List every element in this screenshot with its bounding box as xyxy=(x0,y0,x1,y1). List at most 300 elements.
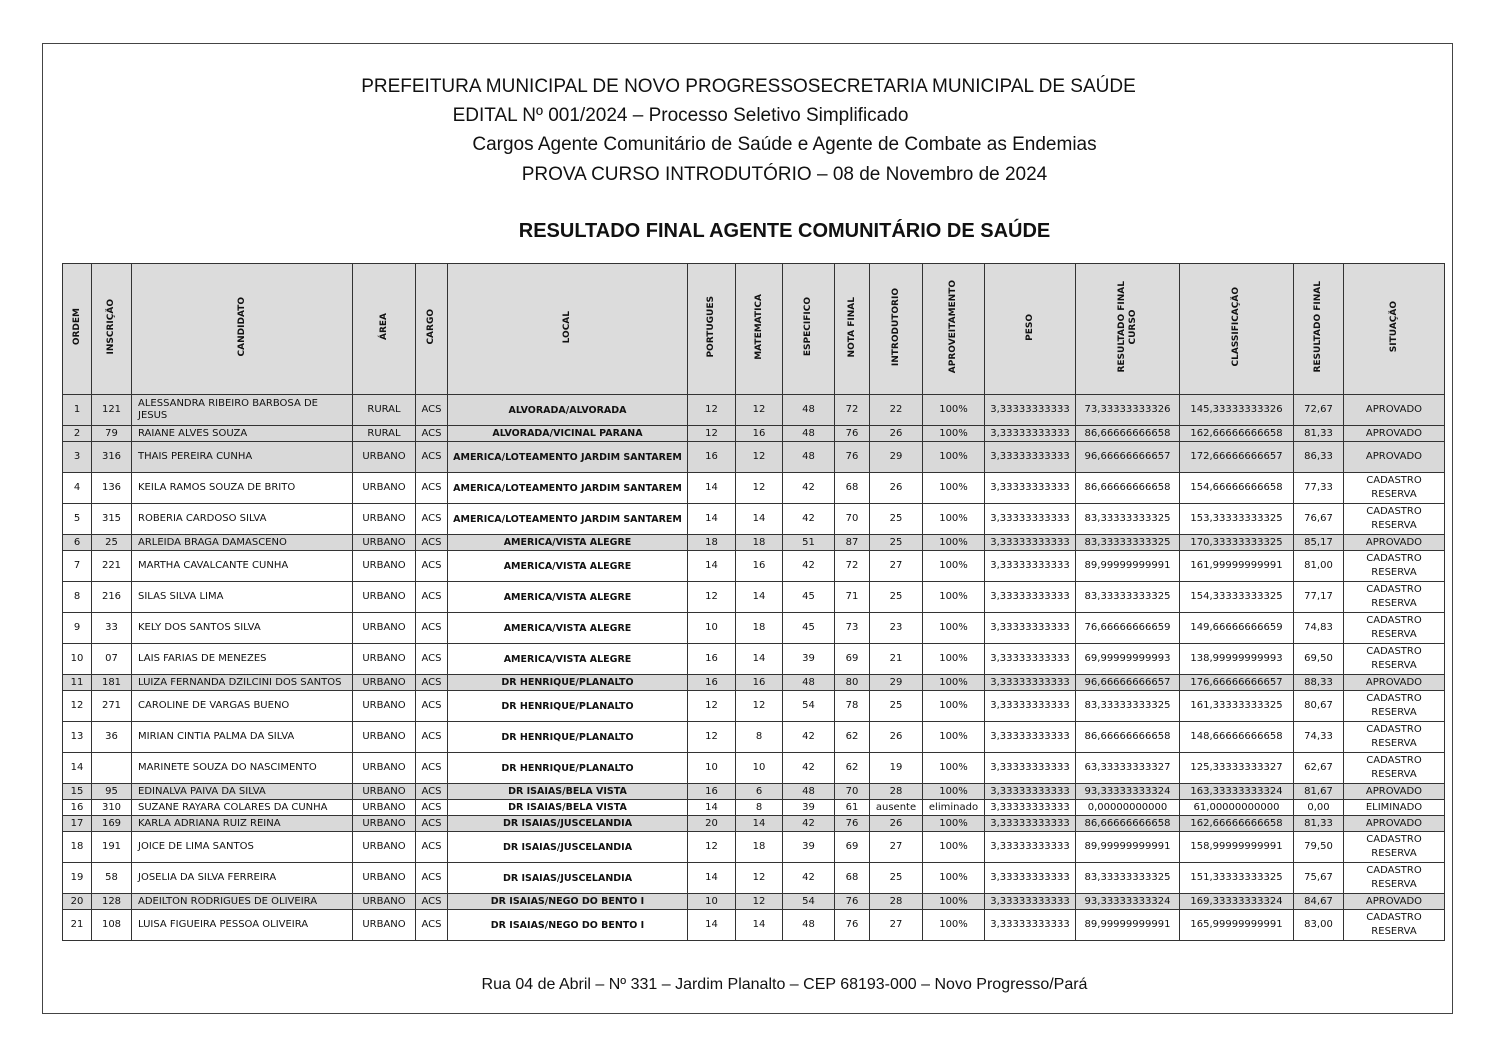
cell-situacao: APROVADO xyxy=(1344,395,1445,426)
cell-candidato: LAIS FARIAS DE MENEZES xyxy=(132,644,353,675)
cell-area: RURAL xyxy=(353,395,416,426)
cell-matematica: 16 xyxy=(736,675,783,691)
column-header: NOTA FINAL xyxy=(835,264,870,395)
table-row xyxy=(63,426,1445,442)
cell-nota-final: 76 xyxy=(835,426,870,442)
column-header: CLASSIFICAÇÃO xyxy=(1180,264,1294,395)
cell-local: AMERICA/VISTA ALEGRE xyxy=(448,613,688,644)
cell-area: URBANO xyxy=(353,863,416,894)
cell-peso: 3,33333333333 xyxy=(985,832,1076,863)
cell-local: DR HENRIQUE/PLANALTO xyxy=(448,675,688,691)
cell-especifico: 39 xyxy=(783,800,835,816)
table-row xyxy=(63,722,1445,753)
cell-resultado-curso: 86,66666666658 xyxy=(1076,722,1180,753)
cell-inscricao: 128 xyxy=(92,894,132,910)
cell-resultado-curso: 83,33333333325 xyxy=(1076,582,1180,613)
cell-area: URBANO xyxy=(353,504,416,535)
cell-cargo: ACS xyxy=(416,644,448,675)
cell-local: DR ISAIAS/BELA VISTA xyxy=(448,784,688,800)
cell-nota-final: 62 xyxy=(835,753,870,784)
cell-situacao: CADASTRO RESERVA xyxy=(1344,473,1445,504)
cell-aproveitamento: 100% xyxy=(923,691,985,722)
cell-introdutorio: 26 xyxy=(870,816,923,832)
cell-especifico: 42 xyxy=(783,816,835,832)
cell-nota-final: 69 xyxy=(835,644,870,675)
cell-portugues: 10 xyxy=(688,894,736,910)
cell-aproveitamento: 100% xyxy=(923,753,985,784)
cell-peso: 3,33333333333 xyxy=(985,800,1076,816)
cell-candidato: LUIZA FERNANDA DZILCINI DOS SANTOS xyxy=(132,675,353,691)
cell-area: URBANO xyxy=(353,535,416,551)
cell-situacao: CADASTRO RESERVA xyxy=(1344,644,1445,675)
column-header: RESULTADO FINAL xyxy=(1294,264,1344,395)
cell-portugues: 14 xyxy=(688,551,736,582)
cell-local: AMERICA/VISTA ALEGRE xyxy=(448,535,688,551)
cell-local: DR HENRIQUE/PLANALTO xyxy=(448,691,688,722)
cell-peso: 3,33333333333 xyxy=(985,691,1076,722)
cell-situacao: APROVADO xyxy=(1344,784,1445,800)
cell-aproveitamento: 100% xyxy=(923,894,985,910)
cell-portugues: 10 xyxy=(688,613,736,644)
cell-inscricao: 191 xyxy=(92,832,132,863)
cell-area: URBANO xyxy=(353,675,416,691)
cell-introdutorio: 25 xyxy=(870,863,923,894)
table-row xyxy=(63,675,1445,691)
header-line-1: PREFEITURA MUNICIPAL DE NOVO PROGRESSOSECRETARIA MUNICIPAL DE SAÚDE xyxy=(361,76,1136,97)
cell-situacao: APROVADO xyxy=(1344,442,1445,473)
cell-nota-final: 78 xyxy=(835,691,870,722)
cell-cargo: ACS xyxy=(416,800,448,816)
cell-situacao: CADASTRO RESERVA xyxy=(1344,582,1445,613)
cell-matematica: 6 xyxy=(736,784,783,800)
cell-resultado-final: 0,00 xyxy=(1294,800,1344,816)
cell-situacao: APROVADO xyxy=(1344,675,1445,691)
cell-situacao: ELIMINADO xyxy=(1344,800,1445,816)
cell-cargo: ACS xyxy=(416,753,448,784)
cell-ordem: 3 xyxy=(63,442,92,473)
cell-classificacao: 176,66666666657 xyxy=(1180,675,1294,691)
cell-cargo: ACS xyxy=(416,816,448,832)
cell-matematica: 8 xyxy=(736,800,783,816)
table-row xyxy=(63,582,1445,613)
cell-ordem: 13 xyxy=(63,722,92,753)
column-header: CANDIDATO xyxy=(132,264,353,395)
cell-cargo: ACS xyxy=(416,675,448,691)
cell-inscricao: 216 xyxy=(92,582,132,613)
cell-peso: 3,33333333333 xyxy=(985,442,1076,473)
cell-resultado-curso: 69,99999999993 xyxy=(1076,644,1180,675)
cell-cargo: ACS xyxy=(416,722,448,753)
cell-resultado-final: 83,00 xyxy=(1294,910,1344,941)
cell-matematica: 12 xyxy=(736,691,783,722)
table-row xyxy=(63,504,1445,535)
cell-introdutorio: 19 xyxy=(870,753,923,784)
cell-nota-final: 68 xyxy=(835,473,870,504)
cell-situacao: CADASTRO RESERVA xyxy=(1344,753,1445,784)
cell-nota-final: 80 xyxy=(835,675,870,691)
cell-resultado-final: 62,67 xyxy=(1294,753,1344,784)
cell-portugues: 20 xyxy=(688,816,736,832)
cell-matematica: 8 xyxy=(736,722,783,753)
cell-inscricao: 95 xyxy=(92,784,132,800)
cell-peso: 3,33333333333 xyxy=(985,613,1076,644)
cell-resultado-final: 74,83 xyxy=(1294,613,1344,644)
cell-especifico: 42 xyxy=(783,753,835,784)
cell-candidato: CAROLINE DE VARGAS BUENO xyxy=(132,691,353,722)
cell-area: URBANO xyxy=(353,691,416,722)
cell-classificacao: 148,66666666658 xyxy=(1180,722,1294,753)
cell-candidato: MIRIAN CINTIA PALMA DA SILVA xyxy=(132,722,353,753)
cell-matematica: 16 xyxy=(736,551,783,582)
header-line-4: PROVA CURSO INTRODUTÓRIO – 08 de Novembro de 2024 xyxy=(521,164,1048,185)
cell-especifico: 48 xyxy=(783,675,835,691)
cell-area: URBANO xyxy=(353,582,416,613)
cell-resultado-curso: 86,66666666658 xyxy=(1076,473,1180,504)
cell-especifico: 48 xyxy=(783,442,835,473)
cell-local: AMERICA/LOTEAMENTO JARDIM SANTAREM xyxy=(448,442,688,473)
cell-peso: 3,33333333333 xyxy=(985,644,1076,675)
table-row xyxy=(63,613,1445,644)
cell-resultado-curso: 89,99999999991 xyxy=(1076,551,1180,582)
cell-resultado-final: 76,67 xyxy=(1294,504,1344,535)
cell-local: ALVORADA/ALVORADA xyxy=(448,395,688,426)
cell-matematica: 12 xyxy=(736,473,783,504)
cell-local: ALVORADA/VICINAL PARANA xyxy=(448,426,688,442)
cell-aproveitamento: 100% xyxy=(923,442,985,473)
cell-situacao: CADASTRO RESERVA xyxy=(1344,722,1445,753)
cell-ordem: 5 xyxy=(63,504,92,535)
cell-local: AMERICA/VISTA ALEGRE xyxy=(448,582,688,613)
table-header-row xyxy=(63,264,1445,395)
cell-portugues: 12 xyxy=(688,582,736,613)
cell-resultado-final: 88,33 xyxy=(1294,675,1344,691)
column-header: MATEMATICA xyxy=(736,264,783,395)
cell-resultado-final: 81,33 xyxy=(1294,426,1344,442)
cell-especifico: 42 xyxy=(783,722,835,753)
column-header: INSCRIÇÃO xyxy=(92,264,132,395)
cell-local: DR ISAIAS/NEGO DO BENTO I xyxy=(448,910,688,941)
cell-ordem: 18 xyxy=(63,832,92,863)
cell-portugues: 12 xyxy=(688,832,736,863)
cell-inscricao: 121 xyxy=(92,395,132,426)
cell-nota-final: 70 xyxy=(835,784,870,800)
cell-local: AMERICA/LOTEAMENTO JARDIM SANTAREM xyxy=(448,473,688,504)
cell-inscricao: 36 xyxy=(92,722,132,753)
cell-classificacao: 154,33333333325 xyxy=(1180,582,1294,613)
cell-resultado-curso: 86,66666666658 xyxy=(1076,816,1180,832)
cell-area: URBANO xyxy=(353,753,416,784)
table-row xyxy=(63,800,1445,816)
cell-resultado-curso: 89,99999999991 xyxy=(1076,910,1180,941)
cell-situacao: APROVADO xyxy=(1344,535,1445,551)
section-title: RESULTADO FINAL AGENTE COMUNITÁRIO DE SAÚDE xyxy=(518,220,1051,242)
cell-local: DR HENRIQUE/PLANALTO xyxy=(448,722,688,753)
cell-ordem: 17 xyxy=(63,816,92,832)
cell-resultado-final: 84,67 xyxy=(1294,894,1344,910)
cell-resultado-curso: 86,66666666658 xyxy=(1076,426,1180,442)
cell-portugues: 14 xyxy=(688,910,736,941)
cell-aproveitamento: eliminado xyxy=(923,800,985,816)
cell-resultado-curso: 96,66666666657 xyxy=(1076,675,1180,691)
cell-cargo: ACS xyxy=(416,473,448,504)
cell-aproveitamento: 100% xyxy=(923,426,985,442)
cell-ordem: 14 xyxy=(63,753,92,784)
cell-inscricao: 58 xyxy=(92,863,132,894)
cell-especifico: 48 xyxy=(783,395,835,426)
cell-classificacao: 149,66666666659 xyxy=(1180,613,1294,644)
table-row xyxy=(63,691,1445,722)
cell-classificacao: 125,33333333327 xyxy=(1180,753,1294,784)
cell-situacao: CADASTRO RESERVA xyxy=(1344,863,1445,894)
cell-cargo: ACS xyxy=(416,582,448,613)
cell-especifico: 42 xyxy=(783,504,835,535)
cell-matematica: 14 xyxy=(736,910,783,941)
cell-candidato: SUZANE RAYARA COLARES DA CUNHA xyxy=(132,800,353,816)
cell-introdutorio: 26 xyxy=(870,473,923,504)
cell-classificacao: 151,33333333325 xyxy=(1180,863,1294,894)
cell-portugues: 16 xyxy=(688,784,736,800)
cell-nota-final: 70 xyxy=(835,504,870,535)
cell-candidato: RAIANE ALVES SOUZA xyxy=(132,426,353,442)
cell-local: DR ISAIAS/JUSCELANDIA xyxy=(448,816,688,832)
cell-ordem: 8 xyxy=(63,582,92,613)
cell-introdutorio: 28 xyxy=(870,894,923,910)
header-line-2: EDITAL Nº 001/2024 – Processo Seletivo Simplificado xyxy=(452,105,909,126)
cell-nota-final: 69 xyxy=(835,832,870,863)
table-row xyxy=(63,816,1445,832)
cell-cargo: ACS xyxy=(416,863,448,894)
cell-situacao: CADASTRO RESERVA xyxy=(1344,691,1445,722)
cell-matematica: 14 xyxy=(736,816,783,832)
column-header: ORDEM xyxy=(63,264,92,395)
table-row xyxy=(63,894,1445,910)
cell-resultado-final: 77,17 xyxy=(1294,582,1344,613)
cell-portugues: 10 xyxy=(688,753,736,784)
cell-peso: 3,33333333333 xyxy=(985,473,1076,504)
cell-portugues: 16 xyxy=(688,675,736,691)
cell-cargo: ACS xyxy=(416,442,448,473)
cell-introdutorio: 25 xyxy=(870,691,923,722)
cell-especifico: 45 xyxy=(783,613,835,644)
cell-resultado-final: 86,33 xyxy=(1294,442,1344,473)
cell-introdutorio: ausente xyxy=(870,800,923,816)
table-row xyxy=(63,535,1445,551)
cell-inscricao: 108 xyxy=(92,910,132,941)
cell-peso: 3,33333333333 xyxy=(985,863,1076,894)
cell-classificacao: 170,33333333325 xyxy=(1180,535,1294,551)
cell-area: URBANO xyxy=(353,910,416,941)
cell-local: AMERICA/LOTEAMENTO JARDIM SANTAREM xyxy=(448,504,688,535)
cell-inscricao: 315 xyxy=(92,504,132,535)
cell-inscricao: 221 xyxy=(92,551,132,582)
cell-portugues: 12 xyxy=(688,722,736,753)
cell-portugues: 14 xyxy=(688,863,736,894)
cell-matematica: 16 xyxy=(736,426,783,442)
cell-inscricao: 33 xyxy=(92,613,132,644)
cell-peso: 3,33333333333 xyxy=(985,910,1076,941)
cell-aproveitamento: 100% xyxy=(923,644,985,675)
cell-ordem: 20 xyxy=(63,894,92,910)
cell-portugues: 18 xyxy=(688,535,736,551)
cell-inscricao: 316 xyxy=(92,442,132,473)
cell-nota-final: 87 xyxy=(835,535,870,551)
table-row xyxy=(63,863,1445,894)
cell-portugues: 12 xyxy=(688,691,736,722)
cell-especifico: 51 xyxy=(783,535,835,551)
cell-portugues: 16 xyxy=(688,442,736,473)
cell-ordem: 15 xyxy=(63,784,92,800)
cell-nota-final: 76 xyxy=(835,442,870,473)
cell-classificacao: 161,33333333325 xyxy=(1180,691,1294,722)
cell-area: URBANO xyxy=(353,473,416,504)
cell-situacao: CADASTRO RESERVA xyxy=(1344,613,1445,644)
cell-resultado-curso: 73,33333333326 xyxy=(1076,395,1180,426)
cell-resultado-final: 81,67 xyxy=(1294,784,1344,800)
cell-area: URBANO xyxy=(353,722,416,753)
cell-ordem: 7 xyxy=(63,551,92,582)
table-body xyxy=(63,395,1445,941)
cell-portugues: 12 xyxy=(688,426,736,442)
cell-introdutorio: 25 xyxy=(870,504,923,535)
cell-aproveitamento: 100% xyxy=(923,722,985,753)
cell-candidato: MARINETE SOUZA DO NASCIMENTO xyxy=(132,753,353,784)
table-row xyxy=(63,832,1445,863)
cell-inscricao xyxy=(92,753,132,784)
cell-area: RURAL xyxy=(353,426,416,442)
cell-area: URBANO xyxy=(353,894,416,910)
cell-matematica: 12 xyxy=(736,442,783,473)
cell-nota-final: 76 xyxy=(835,894,870,910)
cell-cargo: ACS xyxy=(416,784,448,800)
column-header: RESULTADO FINAL CURSO xyxy=(1076,264,1180,395)
cell-especifico: 39 xyxy=(783,644,835,675)
cell-resultado-curso: 63,33333333327 xyxy=(1076,753,1180,784)
cell-classificacao: 158,99999999991 xyxy=(1180,832,1294,863)
cell-situacao: APROVADO xyxy=(1344,894,1445,910)
cell-aproveitamento: 100% xyxy=(923,784,985,800)
cell-resultado-final: 69,50 xyxy=(1294,644,1344,675)
cell-local: DR ISAIAS/JUSCELANDIA xyxy=(448,863,688,894)
cell-cargo: ACS xyxy=(416,395,448,426)
cell-portugues: 14 xyxy=(688,504,736,535)
table-row xyxy=(63,644,1445,675)
cell-peso: 3,33333333333 xyxy=(985,551,1076,582)
cell-candidato: SILAS SILVA LIMA xyxy=(132,582,353,613)
table-row xyxy=(63,551,1445,582)
cell-candidato: KELY DOS SANTOS SILVA xyxy=(132,613,353,644)
cell-aproveitamento: 100% xyxy=(923,832,985,863)
cell-candidato: KEILA RAMOS SOUZA DE BRITO xyxy=(132,473,353,504)
cell-peso: 3,33333333333 xyxy=(985,395,1076,426)
cell-situacao: APROVADO xyxy=(1344,816,1445,832)
cell-candidato: THAIS PEREIRA CUNHA xyxy=(132,442,353,473)
cell-especifico: 45 xyxy=(783,582,835,613)
cell-resultado-final: 85,17 xyxy=(1294,535,1344,551)
cell-matematica: 14 xyxy=(736,644,783,675)
cell-especifico: 48 xyxy=(783,910,835,941)
cell-resultado-curso: 89,99999999991 xyxy=(1076,832,1180,863)
cell-portugues: 16 xyxy=(688,644,736,675)
cell-introdutorio: 22 xyxy=(870,395,923,426)
cell-portugues: 12 xyxy=(688,395,736,426)
cell-inscricao: 79 xyxy=(92,426,132,442)
cell-peso: 3,33333333333 xyxy=(985,722,1076,753)
cell-cargo: ACS xyxy=(416,894,448,910)
cell-resultado-final: 81,33 xyxy=(1294,816,1344,832)
cell-peso: 3,33333333333 xyxy=(985,894,1076,910)
cell-aproveitamento: 100% xyxy=(923,816,985,832)
table-row xyxy=(63,753,1445,784)
cell-ordem: 9 xyxy=(63,613,92,644)
cell-introdutorio: 27 xyxy=(870,551,923,582)
cell-aproveitamento: 100% xyxy=(923,473,985,504)
cell-candidato: ALESSANDRA RIBEIRO BARBOSA DE JESUS xyxy=(132,395,353,426)
cell-nota-final: 73 xyxy=(835,613,870,644)
cell-especifico: 54 xyxy=(783,894,835,910)
cell-matematica: 12 xyxy=(736,863,783,894)
cell-especifico: 54 xyxy=(783,691,835,722)
cell-candidato: JOSELIA DA SILVA FERREIRA xyxy=(132,863,353,894)
cell-local: AMERICA/VISTA ALEGRE xyxy=(448,644,688,675)
cell-resultado-curso: 83,33333333325 xyxy=(1076,691,1180,722)
cell-local: DR ISAIAS/BELA VISTA xyxy=(448,800,688,816)
cell-aproveitamento: 100% xyxy=(923,535,985,551)
cell-nota-final: 76 xyxy=(835,910,870,941)
cell-resultado-curso: 93,33333333324 xyxy=(1076,784,1180,800)
cell-local: DR ISAIAS/JUSCELANDIA xyxy=(448,832,688,863)
cell-classificacao: 161,99999999991 xyxy=(1180,551,1294,582)
column-header: APROVEITAMENTO xyxy=(923,264,985,395)
cell-ordem: 1 xyxy=(63,395,92,426)
cell-nota-final: 72 xyxy=(835,395,870,426)
table-row xyxy=(63,395,1445,426)
cell-matematica: 10 xyxy=(736,753,783,784)
cell-inscricao: 136 xyxy=(92,473,132,504)
footer-address: Rua 04 de Abril – Nº 331 – Jardim Planalto – CEP 68193-000 – Novo Progresso/Pará xyxy=(481,976,1088,993)
cell-nota-final: 71 xyxy=(835,582,870,613)
cell-matematica: 14 xyxy=(736,582,783,613)
cell-classificacao: 162,66666666658 xyxy=(1180,816,1294,832)
cell-inscricao: 271 xyxy=(92,691,132,722)
cell-especifico: 48 xyxy=(783,426,835,442)
cell-resultado-curso: 83,33333333325 xyxy=(1076,863,1180,894)
cell-resultado-final: 77,33 xyxy=(1294,473,1344,504)
cell-nota-final: 68 xyxy=(835,863,870,894)
cell-candidato: LUISA FIGUEIRA PESSOA OLIVEIRA xyxy=(132,910,353,941)
cell-area: URBANO xyxy=(353,644,416,675)
cell-peso: 3,33333333333 xyxy=(985,784,1076,800)
cell-portugues: 14 xyxy=(688,473,736,504)
cell-nota-final: 76 xyxy=(835,816,870,832)
cell-ordem: 2 xyxy=(63,426,92,442)
cell-peso: 3,33333333333 xyxy=(985,675,1076,691)
cell-classificacao: 145,33333333326 xyxy=(1180,395,1294,426)
cell-cargo: ACS xyxy=(416,504,448,535)
cell-classificacao: 169,33333333324 xyxy=(1180,894,1294,910)
cell-resultado-curso: 83,33333333325 xyxy=(1076,504,1180,535)
cell-especifico: 42 xyxy=(783,473,835,504)
cell-classificacao: 162,66666666658 xyxy=(1180,426,1294,442)
cell-area: URBANO xyxy=(353,551,416,582)
cell-ordem: 19 xyxy=(63,863,92,894)
cell-introdutorio: 28 xyxy=(870,784,923,800)
cell-resultado-curso: 93,33333333324 xyxy=(1076,894,1180,910)
cell-especifico: 39 xyxy=(783,832,835,863)
cell-candidato: EDINALVA PAIVA DA SILVA xyxy=(132,784,353,800)
cell-introdutorio: 27 xyxy=(870,910,923,941)
cell-ordem: 12 xyxy=(63,691,92,722)
cell-ordem: 4 xyxy=(63,473,92,504)
